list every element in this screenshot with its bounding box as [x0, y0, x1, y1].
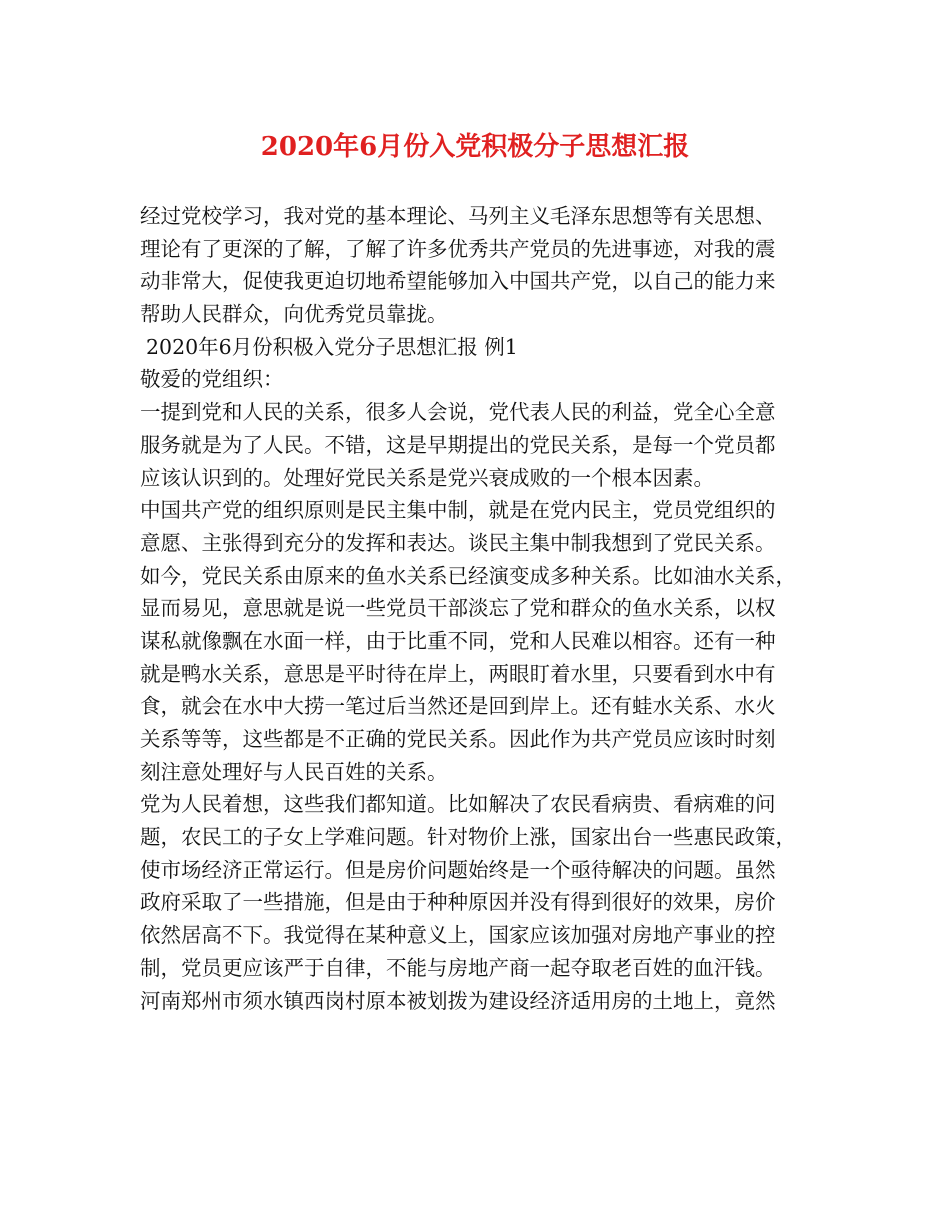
body-line: 应该认识到的。处理好党民关系是党兴衰成败的一个根本因素。 [140, 465, 714, 490]
body-line: 理论有了更深的了解，了解了许多优秀共产党员的先进事迹，对我的震 [140, 236, 776, 261]
body-line: 题，农民工的子女上学难问题。针对物价上涨，国家出台一些惠民政策， [140, 825, 796, 850]
body-line: 中国共产党的组织原则是民主集中制，就是在党内民主，党员党组织的 [140, 498, 776, 523]
body-line: 经过党校学习，我对党的基本理论、马列主义毛泽东思想等有关思想、 [140, 204, 776, 228]
body-line: 如今，党民关系由原来的鱼水关系已经演变成多种关系。比如油水关系， [140, 563, 796, 588]
salutation: 敬爱的党组织： [140, 367, 284, 392]
body-line: 服务就是为了人民。不错，这是早期提出的党民关系，是每一个党员都 [140, 432, 776, 457]
body-line: 政府采取了一些措施，但是由于种种原因并没有得到很好的效果，房价 [140, 890, 776, 915]
body-line: 就是鸭水关系，意思是平时待在岸上，两眼盯着水里，只要看到水中有 [140, 661, 776, 686]
body-line: 刻注意处理好与人民百姓的关系。 [140, 759, 448, 784]
body-line: 动非常大，促使我更迫切地希望能够加入中国共产党，以自己的能力来 [140, 269, 776, 294]
body-line: 显而易见，意思就是说一些党员干部淡忘了党和群众的鱼水关系，以权 [140, 596, 776, 621]
body-line: 河南郑州市须水镇西岗村原本被划拨为建设经济适用房的土地上，竟然 [140, 988, 776, 1013]
section-heading: 2020年6月份积极入党分子思想汇报 例1 [146, 334, 518, 359]
body-line: 一提到党和人民的关系，很多人会说，党代表人民的利益，党全心全意 [140, 400, 776, 425]
body-line: 关系等等，这些都是不正确的党民关系。因此作为共产党员应该时时刻 [140, 727, 776, 751]
body-line: 党为人民着想，这些我们都知道。比如解决了农民看病贵、看病难的问 [140, 792, 776, 817]
body-line: 食，就会在水中大捞一笔过后当然还是回到岸上。还有蛙水关系、水火 [140, 694, 776, 719]
body-line: 意愿、主张得到充分的发挥和表达。谈民主集中制我想到了党民关系。 [140, 530, 776, 555]
body-line: 使市场经济正常运行。但是房价问题始终是一个亟待解决的问题。虽然 [140, 857, 776, 882]
body-line: 制，党员更应该严于自律，不能与房地产商一起夺取老百姓的血汗钱。 [140, 955, 776, 980]
document-body [140, 200, 826, 1017]
body-line: 依然居高不下。我觉得在某种意义上，国家应该加强对房地产事业的控 [140, 923, 776, 948]
body-line: 谋私就像飘在水面一样，由于比重不同，党和人民难以相容。还有一种 [140, 628, 776, 653]
body-line: 帮助人民群众，向优秀党员靠拢。 [140, 302, 448, 327]
document-title: 2020年6月份入党积极分子思想汇报 [260, 132, 690, 162]
